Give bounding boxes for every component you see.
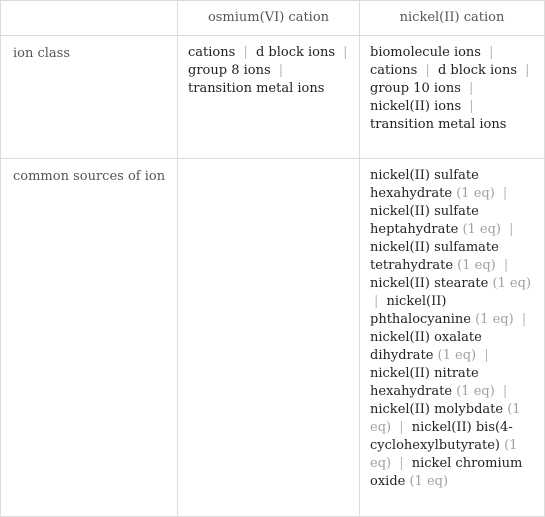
common-sources-nickel-cell [360, 159, 545, 517]
header-row [1, 1, 545, 36]
list-separator: | [421, 63, 434, 78]
list-separator: | [517, 312, 527, 327]
quantity-qualifier: (1 eq) [456, 384, 495, 399]
quantity-qualifier: (1 eq) [437, 348, 477, 363]
list-item: transition metal ions [188, 81, 325, 96]
quantity-qualifier: (1 eq) [457, 258, 496, 273]
row-label-ion-class: ion class [1, 36, 178, 159]
list-item: cations [188, 45, 236, 60]
common-sources-osmium-cell [178, 159, 360, 517]
list-item: group 8 ions [188, 63, 271, 78]
list-separator: | [498, 186, 508, 201]
list-item: nickel(II) stearate [370, 276, 489, 291]
list-item: nickel chromium oxide [370, 456, 523, 489]
list-item: nickel(II) sulfamate tetrahydrate [370, 240, 499, 273]
ion-class-nickel-cell [360, 36, 545, 159]
table-row [1, 159, 545, 517]
list-item: nickel(II) ions [370, 99, 462, 114]
list-separator: | [505, 222, 514, 237]
list-item: group 10 ions [370, 81, 461, 96]
list-item: nickel(II) phthalocyanine [370, 294, 471, 327]
list-separator: | [274, 63, 284, 78]
row-label-common-sources: common sources of ion [1, 159, 178, 517]
list-item: biomolecule ions [370, 45, 481, 60]
list-item: d block ions [255, 45, 336, 60]
list-separator: | [395, 456, 408, 471]
list-separator: | [339, 45, 348, 60]
table-row [1, 36, 545, 159]
quantity-qualifier: (1 eq) [462, 222, 501, 237]
list-separator: | [374, 294, 383, 309]
list-item: nickel(II) sulfate heptahydrate [370, 204, 479, 237]
list-separator: | [484, 45, 494, 60]
list-item: nickel(II) bis(4-cyclohexylbutyrate) [370, 420, 513, 453]
list-item: nickel(II) sulfate hexahydrate [370, 168, 479, 201]
quantity-qualifier: (1 eq) [409, 474, 449, 489]
list-item: transition metal ions [370, 117, 507, 132]
list-item: nickel(II) molybdate [370, 402, 504, 417]
ion-class-osmium-cell [178, 36, 360, 159]
list-item: nickel(II) nitrate hexahydrate [370, 366, 479, 399]
quantity-qualifier: (1 eq) [475, 312, 514, 327]
list-separator: | [239, 45, 252, 60]
corner-header [1, 1, 178, 36]
list-item: nickel(II) oxalate dihydrate [370, 330, 482, 363]
quantity-qualifier: (1 eq) [370, 402, 521, 435]
list-item: d block ions [437, 63, 518, 78]
list-separator: | [395, 420, 408, 435]
quantity-qualifier: (1 eq) [492, 276, 532, 291]
list-separator: | [499, 258, 509, 273]
list-separator: | [465, 99, 474, 114]
list-separator: | [464, 81, 474, 96]
column-header-osmium: osmium(VI) cation [178, 1, 360, 36]
list-separator: | [480, 348, 489, 363]
column-header-nickel: nickel(II) cation [360, 1, 545, 36]
list-separator: | [498, 384, 508, 399]
list-separator: | [521, 63, 530, 78]
quantity-qualifier: (1 eq) [370, 438, 518, 471]
quantity-qualifier: (1 eq) [456, 186, 495, 201]
list-item: cations [370, 63, 418, 78]
